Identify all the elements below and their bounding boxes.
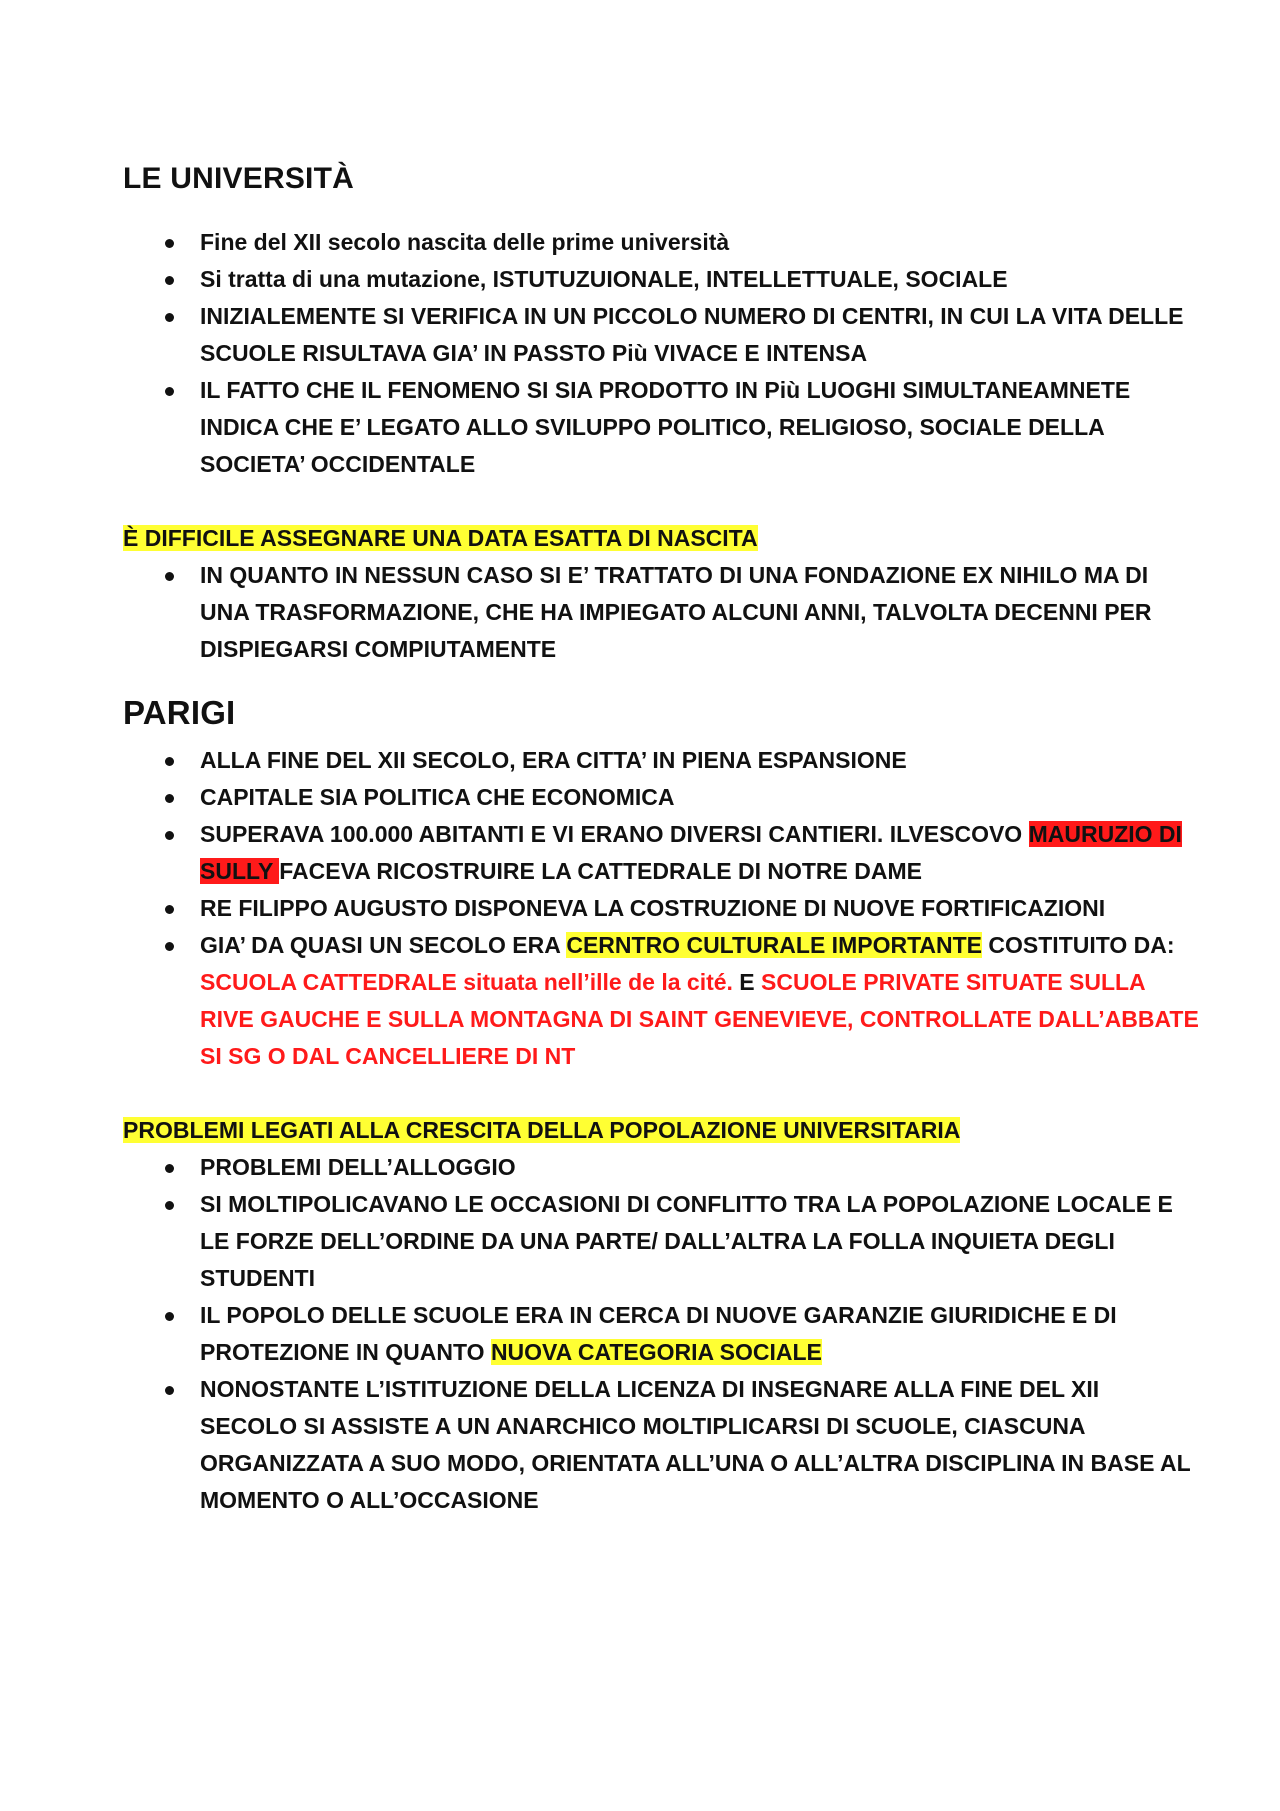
data-nascita-list [123, 557, 1183, 668]
bullet-icon [165, 1201, 174, 1210]
list-item: IL FATTO CHE IL FENOMENO SI SIA PRODOTTO IN Più LUOGHI SIMULTANEAMNETE INDICA CHE E’ LEGATO ALLO SVILUPPO POLITICO, RELIGIOSO, SOCIALE DELLA SOCIETA’ OCCIDENTALE [123, 372, 1200, 483]
bullet-icon [165, 276, 174, 285]
list-item: SUPERAVA 100.000 ABITANTI E VI ERANO DIVERSI CANTIERI. ILVESCOVO MAURUZIO DI SULLY FACEVA RICOSTRUIRE LA CATTEDRALE DI NOTRE DAME [123, 816, 1200, 890]
list-item: PROBLEMI DELL’ALLOGGIO [123, 1149, 1200, 1186]
bullet-icon [165, 905, 174, 914]
bullet-icon [165, 757, 174, 766]
list-item: ALLA FINE DEL XII SECOLO, ERA CITTA’ IN PIENA ESPANSIONE [123, 742, 1200, 779]
document-page [123, 150, 1199, 1519]
bullet-icon [165, 942, 174, 951]
problemi-list [123, 1149, 1191, 1519]
bullet-icon [165, 313, 174, 322]
bullet-icon [165, 1164, 174, 1173]
bullet-icon [165, 1386, 174, 1395]
bullet-icon [165, 1312, 174, 1321]
list-item: RE FILIPPO AUGUSTO DISPONEVA LA COSTRUZIONE DI NUOVE FORTIFICAZIONI [123, 890, 1200, 927]
red-text: SCUOLA CATTEDRALE situata nell’ille de la cité. [200, 969, 733, 995]
universita-list [123, 224, 1183, 483]
bullet-icon [165, 387, 174, 396]
list-item: IL POPOLO DELLE SCUOLE ERA IN CERCA DI NUOVE GARANZIE GIURIDICHE E DI PROTEZIONE IN QUANTO NUOVA CATEGORIA SOCIALE [123, 1297, 1200, 1371]
list-item: GIA’ DA QUASI UN SECOLO ERA CERNTRO CULTURALE IMPORTANTE COSTITUITO DA: SCUOLA CATTEDRALE situata nell’ille de la cité. E SCUOLE PRIVATE SITUATE SULLA RIVE GAUCHE E SULLA MONTAGNA DI SAINT GENEVIEVE, CONTROLLATE DALL’ABBATE SI SG O DAL CANCELLIERE DI NT [123, 927, 1200, 1075]
list-item: Si tratta di una mutazione, ISTUTUZUIONALE, INTELLETTUALE, SOCIALE [123, 261, 1200, 298]
highlight-red: MAURUZIO DI SULLY [200, 821, 1182, 884]
list-item: IN QUANTO IN NESSUN CASO SI E’ TRATTATO DI UNA FONDAZIONE EX NIHILO MA DI UNA TRASFORMAZIONE, CHE HA IMPIEGATO ALCUNI ANNI, TALVOLTA DECENNI PER DISPIEGARSI COMPIUTAMENTE [123, 557, 1200, 668]
list-item: CAPITALE SIA POLITICA CHE ECONOMICA [123, 779, 1200, 816]
bullet-icon [165, 831, 174, 840]
highlight-yellow: CERNTRO CULTURALE IMPORTANTE [566, 932, 983, 958]
list-item: SI MOLTIPOLICAVANO LE OCCASIONI DI CONFLITTO TRA LA POPOLAZIONE LOCALE E LE FORZE DELL’ORDINE DA UNA PARTE/ DALL’ALTRA LA FOLLA INQUIETA DEGLI STUDENTI [123, 1186, 1200, 1297]
section-title-parigi: PARIGI [123, 694, 236, 731]
bullet-icon [165, 572, 174, 581]
list-item: NONOSTANTE L’ISTITUZIONE DELLA LICENZA DI INSEGNARE ALLA FINE DEL XII SECOLO SI ASSISTE A UN ANARCHICO MOLTIPLICARSI DI SCUOLE, CIASCUNA ORGANIZZATA A SUO MODO, ORIENTATA ALL’UNA O ALL’ALTRA DISCIPLINA IN BASE AL MOMENTO O ALL’OCCASIONE [123, 1371, 1200, 1519]
parigi-list [123, 742, 1199, 1075]
heading-data-nascita: È DIFFICILE ASSEGNARE UNA DATA ESATTA DI NASCITA [123, 525, 758, 551]
section-title-universita: LE UNIVERSITÀ [123, 162, 354, 195]
bullet-icon [165, 239, 174, 248]
list-item: INIZIALEMENTE SI VERIFICA IN UN PICCOLO NUMERO DI CENTRI, IN CUI LA VITA DELLE SCUOLE RISULTAVA GIA’ IN PASSTO Più VIVACE E INTENSA [123, 298, 1200, 372]
list-item: Fine del XII secolo nascita delle prime università [123, 224, 1200, 261]
heading-problemi: PROBLEMI LEGATI ALLA CRESCITA DELLA POPOLAZIONE UNIVERSITARIA [123, 1117, 961, 1143]
highlight-yellow: NUOVA CATEGORIA SOCIALE [490, 1339, 822, 1365]
red-text: SCUOLE PRIVATE SITUATE SULLA RIVE GAUCHE E SULLA MONTAGNA DI SAINT GENEVIEVE, CONTROLLATE DALL’ABBATE SI SG O DAL CANCELLIERE DI NT [200, 969, 1199, 1069]
bullet-icon [165, 794, 174, 803]
